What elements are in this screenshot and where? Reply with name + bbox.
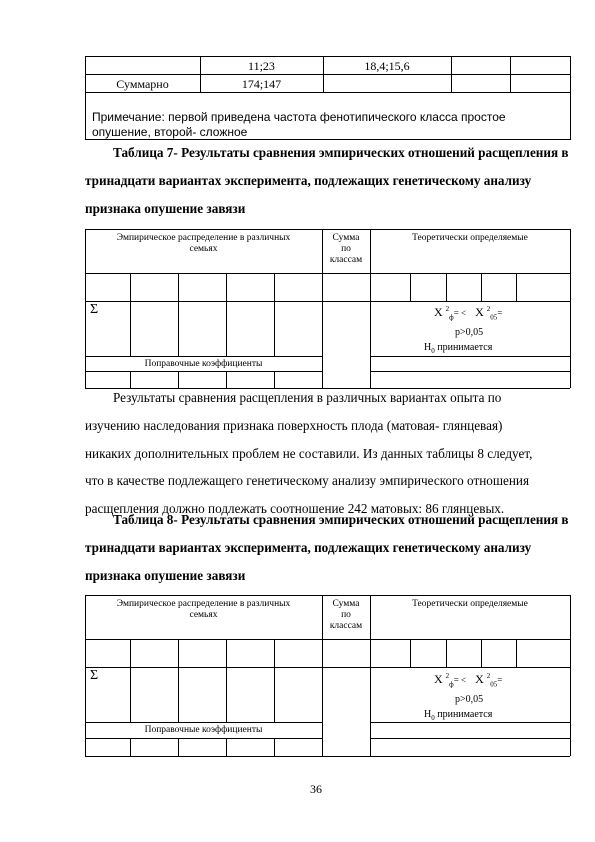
table-rule (481, 639, 482, 667)
top-table-rule (85, 56, 571, 57)
header-line: Сумма (332, 599, 360, 609)
table-rule (516, 273, 517, 301)
table-rule (130, 273, 131, 356)
table-rule (178, 273, 179, 356)
header-line: Эмпирическое распределение в различных (116, 233, 291, 243)
header-theory: Теоретически определяемые (412, 233, 528, 243)
hypothesis-accepted (424, 342, 492, 355)
table-rule (130, 371, 131, 388)
table-7-caption-line: признака опушение завязи (85, 201, 246, 216)
paragraph-line: изучению наследования признака поверхность плода (матовая- глянцевая) (85, 418, 503, 433)
table-rule (274, 273, 275, 356)
table-rule (85, 722, 322, 723)
table-rule (370, 356, 570, 357)
hypothesis-text: принимается (434, 709, 493, 720)
table-rule (226, 639, 227, 722)
correction-label: Поправочные коэффициенты (144, 359, 263, 369)
chi-relation: = (497, 675, 503, 685)
table-rule (370, 722, 570, 723)
sigma-symbol: Σ (90, 302, 99, 317)
header-line: Эмпирическое распределение в различных (116, 599, 291, 609)
header-line: классам (329, 255, 363, 265)
page-number: 36 (310, 782, 322, 796)
chi-superscript: 2 (486, 305, 491, 313)
hypothesis-symbol: H (424, 709, 432, 720)
header-line: классам (329, 621, 363, 631)
table-rule (370, 229, 371, 388)
note-line: опушение, второй- сложное (92, 125, 248, 139)
chi-square-test (434, 672, 502, 688)
header-sum (322, 233, 370, 266)
table-rule (446, 639, 447, 667)
table-rule (85, 388, 570, 389)
table-rule (178, 371, 179, 388)
chi-relation: = < (453, 308, 467, 318)
table-rule (85, 595, 570, 596)
table-8-caption-line: признака опушение завязи (85, 568, 246, 583)
chi-square-test (434, 305, 502, 321)
chi-subscript: 05 (490, 680, 498, 689)
p-value: p>0,05 (455, 327, 484, 338)
paragraph-line: расщепления должно подлежать соотношение 242 матовых: 86 глянцевых. (85, 501, 505, 516)
chi-symbol: Χ (475, 305, 484, 319)
table-rule (570, 595, 571, 756)
chi-symbol: Χ (434, 305, 443, 319)
top-table-rule (85, 56, 86, 139)
chi-symbol: Χ (434, 672, 443, 686)
header-sum (322, 599, 370, 632)
table-rule (226, 371, 227, 388)
table-rule (370, 371, 570, 372)
table-rule (85, 756, 570, 757)
header-line: семьях (189, 244, 218, 254)
table-8-caption-line: Таблица 8- Результаты сравнения эмпирических отношений расщепления в (113, 512, 569, 527)
table-7-caption-line: Таблица 7- Результаты сравнения эмпирических отношений расщепления в (113, 145, 569, 160)
paragraph-line: Результаты сравнения расщепления в различных вариантах опыта по (113, 390, 502, 405)
table-rule (226, 273, 227, 356)
header-empirical (85, 599, 322, 621)
hypothesis-subscript: 0 (431, 714, 435, 722)
summary-label: Суммарно (116, 77, 169, 91)
table-8-caption-line: тринадцати вариантах эксперимента, подлежащих генетическому анализу (85, 540, 532, 555)
top-table-rule (510, 56, 511, 92)
chi-superscript: 2 (445, 305, 450, 313)
table-rule (570, 229, 571, 388)
chi-subscript: ф (449, 313, 454, 322)
table-rule (85, 273, 570, 274)
correction-label: Поправочные коэффициенты (144, 725, 263, 735)
hypothesis-subscript: 0 (431, 347, 435, 355)
chi-relation: = < (453, 675, 467, 685)
hypothesis-text: принимается (434, 342, 493, 353)
paragraph-line: что в качестве подлежащего генетическому анализу эмпирического отношения (85, 473, 530, 488)
hypothesis-accepted (424, 709, 492, 722)
table-rule (274, 738, 275, 756)
hypothesis-symbol: H (424, 342, 432, 353)
note-line: Примечание: первой приведена частота фенотипического класса простое (92, 110, 506, 124)
top-table-cell: 11;23 (248, 59, 275, 73)
paragraph-line: никаких дополнительных проблем не составили. Из данных таблицы 8 следует, (85, 446, 533, 461)
table-rule (85, 371, 322, 372)
table-rule (85, 356, 322, 357)
top-table-rule (85, 92, 571, 93)
table-rule (130, 639, 131, 722)
p-value: p>0,05 (455, 694, 484, 705)
top-table-rule (85, 74, 571, 75)
chi-superscript: 2 (445, 672, 450, 680)
table-rule (85, 301, 570, 302)
table-rule (85, 229, 570, 230)
table-rule (481, 273, 482, 301)
top-table-rule (570, 56, 571, 139)
table-rule (410, 639, 411, 667)
top-table-cell: 174;147 (241, 77, 282, 91)
header-empirical (85, 233, 322, 255)
table-rule (446, 273, 447, 301)
header-line: по (341, 610, 351, 620)
table-rule (178, 738, 179, 756)
table-rule (226, 738, 227, 756)
chi-superscript: 2 (486, 672, 491, 680)
table-rule (274, 371, 275, 388)
chi-subscript: ф (449, 680, 454, 689)
table-rule (370, 595, 371, 756)
header-line: по (341, 244, 351, 254)
table-rule (85, 639, 570, 640)
sigma-symbol: Σ (90, 668, 99, 683)
table-rule (370, 738, 570, 739)
top-table-cell: 18,4;15,6 (364, 59, 410, 73)
chi-subscript: 05 (490, 313, 498, 322)
table-rule (274, 639, 275, 722)
table-7-caption-line: тринадцати вариантах эксперимента, подлежащих генетическому анализу (85, 173, 532, 188)
table-rule (130, 738, 131, 756)
table-rule (178, 639, 179, 722)
table-rule (516, 639, 517, 667)
table-rule (410, 273, 411, 301)
chi-relation: = (497, 308, 503, 318)
header-theory: Теоретически определяемые (412, 599, 528, 609)
header-line: семьях (189, 610, 218, 620)
header-line: Сумма (332, 233, 360, 243)
table-note (92, 110, 506, 140)
chi-symbol: Χ (475, 672, 484, 686)
table-rule (85, 667, 570, 668)
table-rule (85, 738, 322, 739)
top-table-rule (451, 56, 452, 92)
